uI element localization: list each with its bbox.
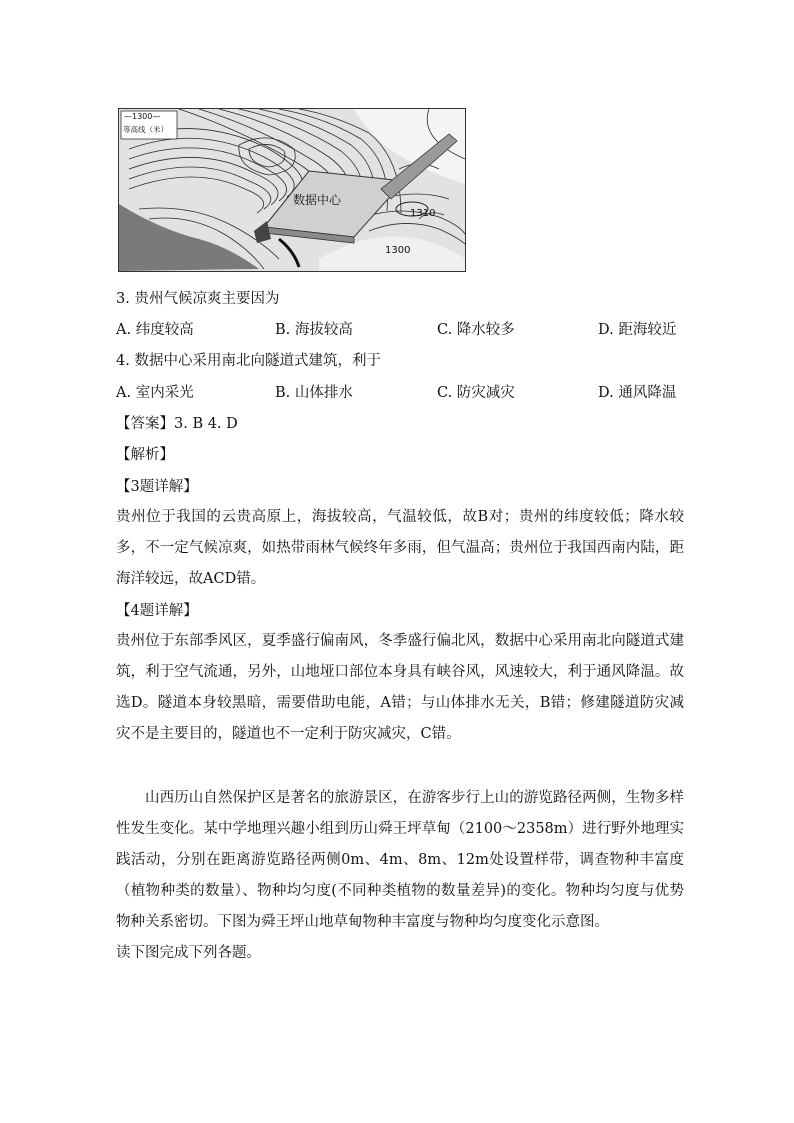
intro-paragraph: 山西历山自然保护区是著名的旅游景区，在游客步行上山的游览路径两侧，生物多样性发生变化。某中学地理兴趣小组到历山舜王坪草甸（2100～2358m）进行野外地理实践活动，分别在距离游览路径两侧0m、4m、8m、12m处设置样带，调查物种丰富度（植物种类的数量）、物种均匀度(不同种类植物的数量差异)的变化。物种均匀度与优势物种关系密切。下图为舜王坪山地草甸物种丰富度与物种均匀度变化示意图。 [116,790,684,930]
q3-detail-text: 贵州位于我国的云贵高原上，海拔较高，气温较低，故B对；贵州的纬度较低；降水较多，不一定气候凉爽，如热带雨林气候终年多雨，但气温高；贵州位于我国西南内陆，距海洋较远，故ACD错。 [116,509,684,587]
q4-option-d: D. 通风降温 [598,385,677,401]
q3-option-c: C. 降水较多 [437,322,515,338]
question-4: 4. 数据中心采用南北向隧道式建筑，利于 [116,353,381,369]
q3-detail-heading: 【3题详解】 [116,479,198,495]
q4-option-b: B. 山体排水 [275,385,353,401]
q4-detail-heading: 【4题详解】 [116,603,198,619]
q3-option-a: A. 纬度较高 [116,322,194,338]
answer-line: 【答案】3. B 4. D [116,416,238,432]
q4-option-c: C. 防灾减灾 [437,385,515,401]
legend-unit-label: 等高线（米） [123,125,168,134]
map-center-label: 数据中心 [293,193,342,207]
instruction-line: 读下图完成下列各题。 [116,945,261,961]
q4-option-a: A. 室内采光 [116,385,194,401]
question-3: 3. 贵州气候凉爽主要因为 [116,291,280,307]
contour-label-1310: 1310 [410,208,436,219]
contour-map [119,109,465,271]
legend-line-label: —1300— [124,112,161,121]
contour-label-1300: 1300 [385,245,411,256]
contour-map-figure [118,108,466,272]
q3-option-d: D. 距海较近 [598,322,677,338]
q3-option-b: B. 海拔较高 [275,322,353,338]
q4-detail-text: 贵州位于东部季风区，夏季盛行偏南风，冬季盛行偏北风，数据中心采用南北向隧道式建筑，利于空气流通，另外，山地垭口部位本身具有峡谷风，风速较大，利于通风降温。故选D。隧道本身较黑暗，需要借助电能，A错；与山体排水无关，B错；修建隧道防灾减灾不是主要目的，隧道也不一定利于防灾减灾，C错。 [116,633,684,742]
analysis-heading: 【解析】 [116,447,174,463]
